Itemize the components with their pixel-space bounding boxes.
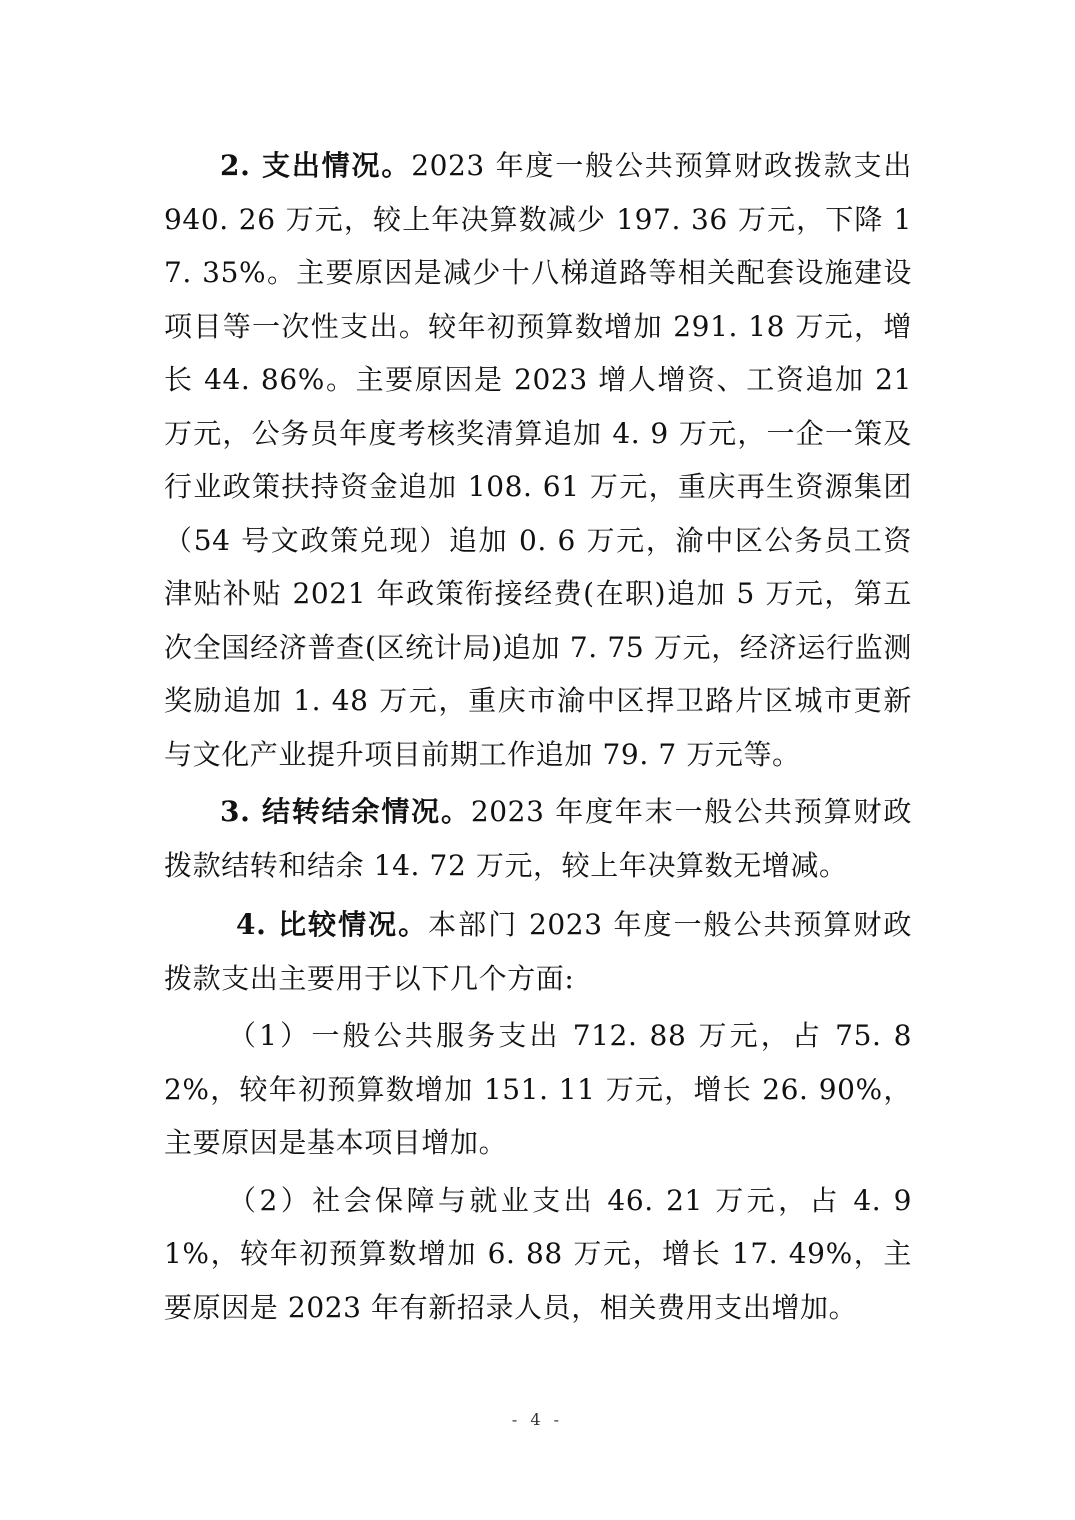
section-expenditure <box>164 139 912 781</box>
list-item-text: （2）社会保障与就业支出 46. 21 万元，占 4. 91%，较年初预算数增加 6. 88 万元，增长 17. 49%，主要原因是 2023 年有新招录人员，相关费用支出增加。 <box>164 1183 912 1324</box>
page-number: - 4 - <box>511 1410 564 1429</box>
section-comparison <box>164 898 912 1005</box>
section-text: 2023 年度年末一般公共预算财政拨款结转和结余 14. 72 万元，较上年决算数无增减。 <box>164 795 912 882</box>
section-heading: 2. 支出情况。 <box>220 149 412 182</box>
list-item-social-security <box>164 1174 912 1335</box>
document-body <box>164 139 912 1334</box>
section-text: 本部门 2023 年度一般公共预算财政拨款支出主要用于以下几个方面: <box>164 908 912 995</box>
list-item-general-public-services <box>164 1009 912 1170</box>
section-carryover <box>164 785 912 892</box>
section-heading: 3. 结转结余情况。 <box>220 795 471 828</box>
section-heading: 4. 比较情况。 <box>236 908 429 941</box>
section-text: 2023 年度一般公共预算财政拨款支出 940. 26 万元，较上年决算数减少 197. 36 万元，下降 17. 35%。主要原因是减少十八梯道路等相关配套设施建设项目等一次性支出。较年初预算数增加 291. 18 万元，增长 44. 86%。主要原因是 2023 增人增资、工资追加 21 万元，公务员年度考核奖清算追加 4. 9 万元，一企一策及行业政策扶持资金追加 108. 61 万元，重庆再生资源集团（54 号文政策兑现）追加 0. 6 万元，渝中区公务员工资津贴补贴 2021 年政策衔接经费(在职)追加 5 万元，第五次全国经济普查(区统计局)追加 7. 75 万元，经济运行监测奖励追加 1. 48 万元，重庆市渝中区捍卫路片区城市更新与文化产业提升项目前期工作追加 79. 7 万元等。 <box>164 149 913 771</box>
list-item-text: （1）一般公共服务支出 712. 88 万元，占 75. 82%，较年初预算数增加 151. 11 万元，增长 26. 90%，主要原因是基本项目增加。 <box>164 1019 912 1159</box>
